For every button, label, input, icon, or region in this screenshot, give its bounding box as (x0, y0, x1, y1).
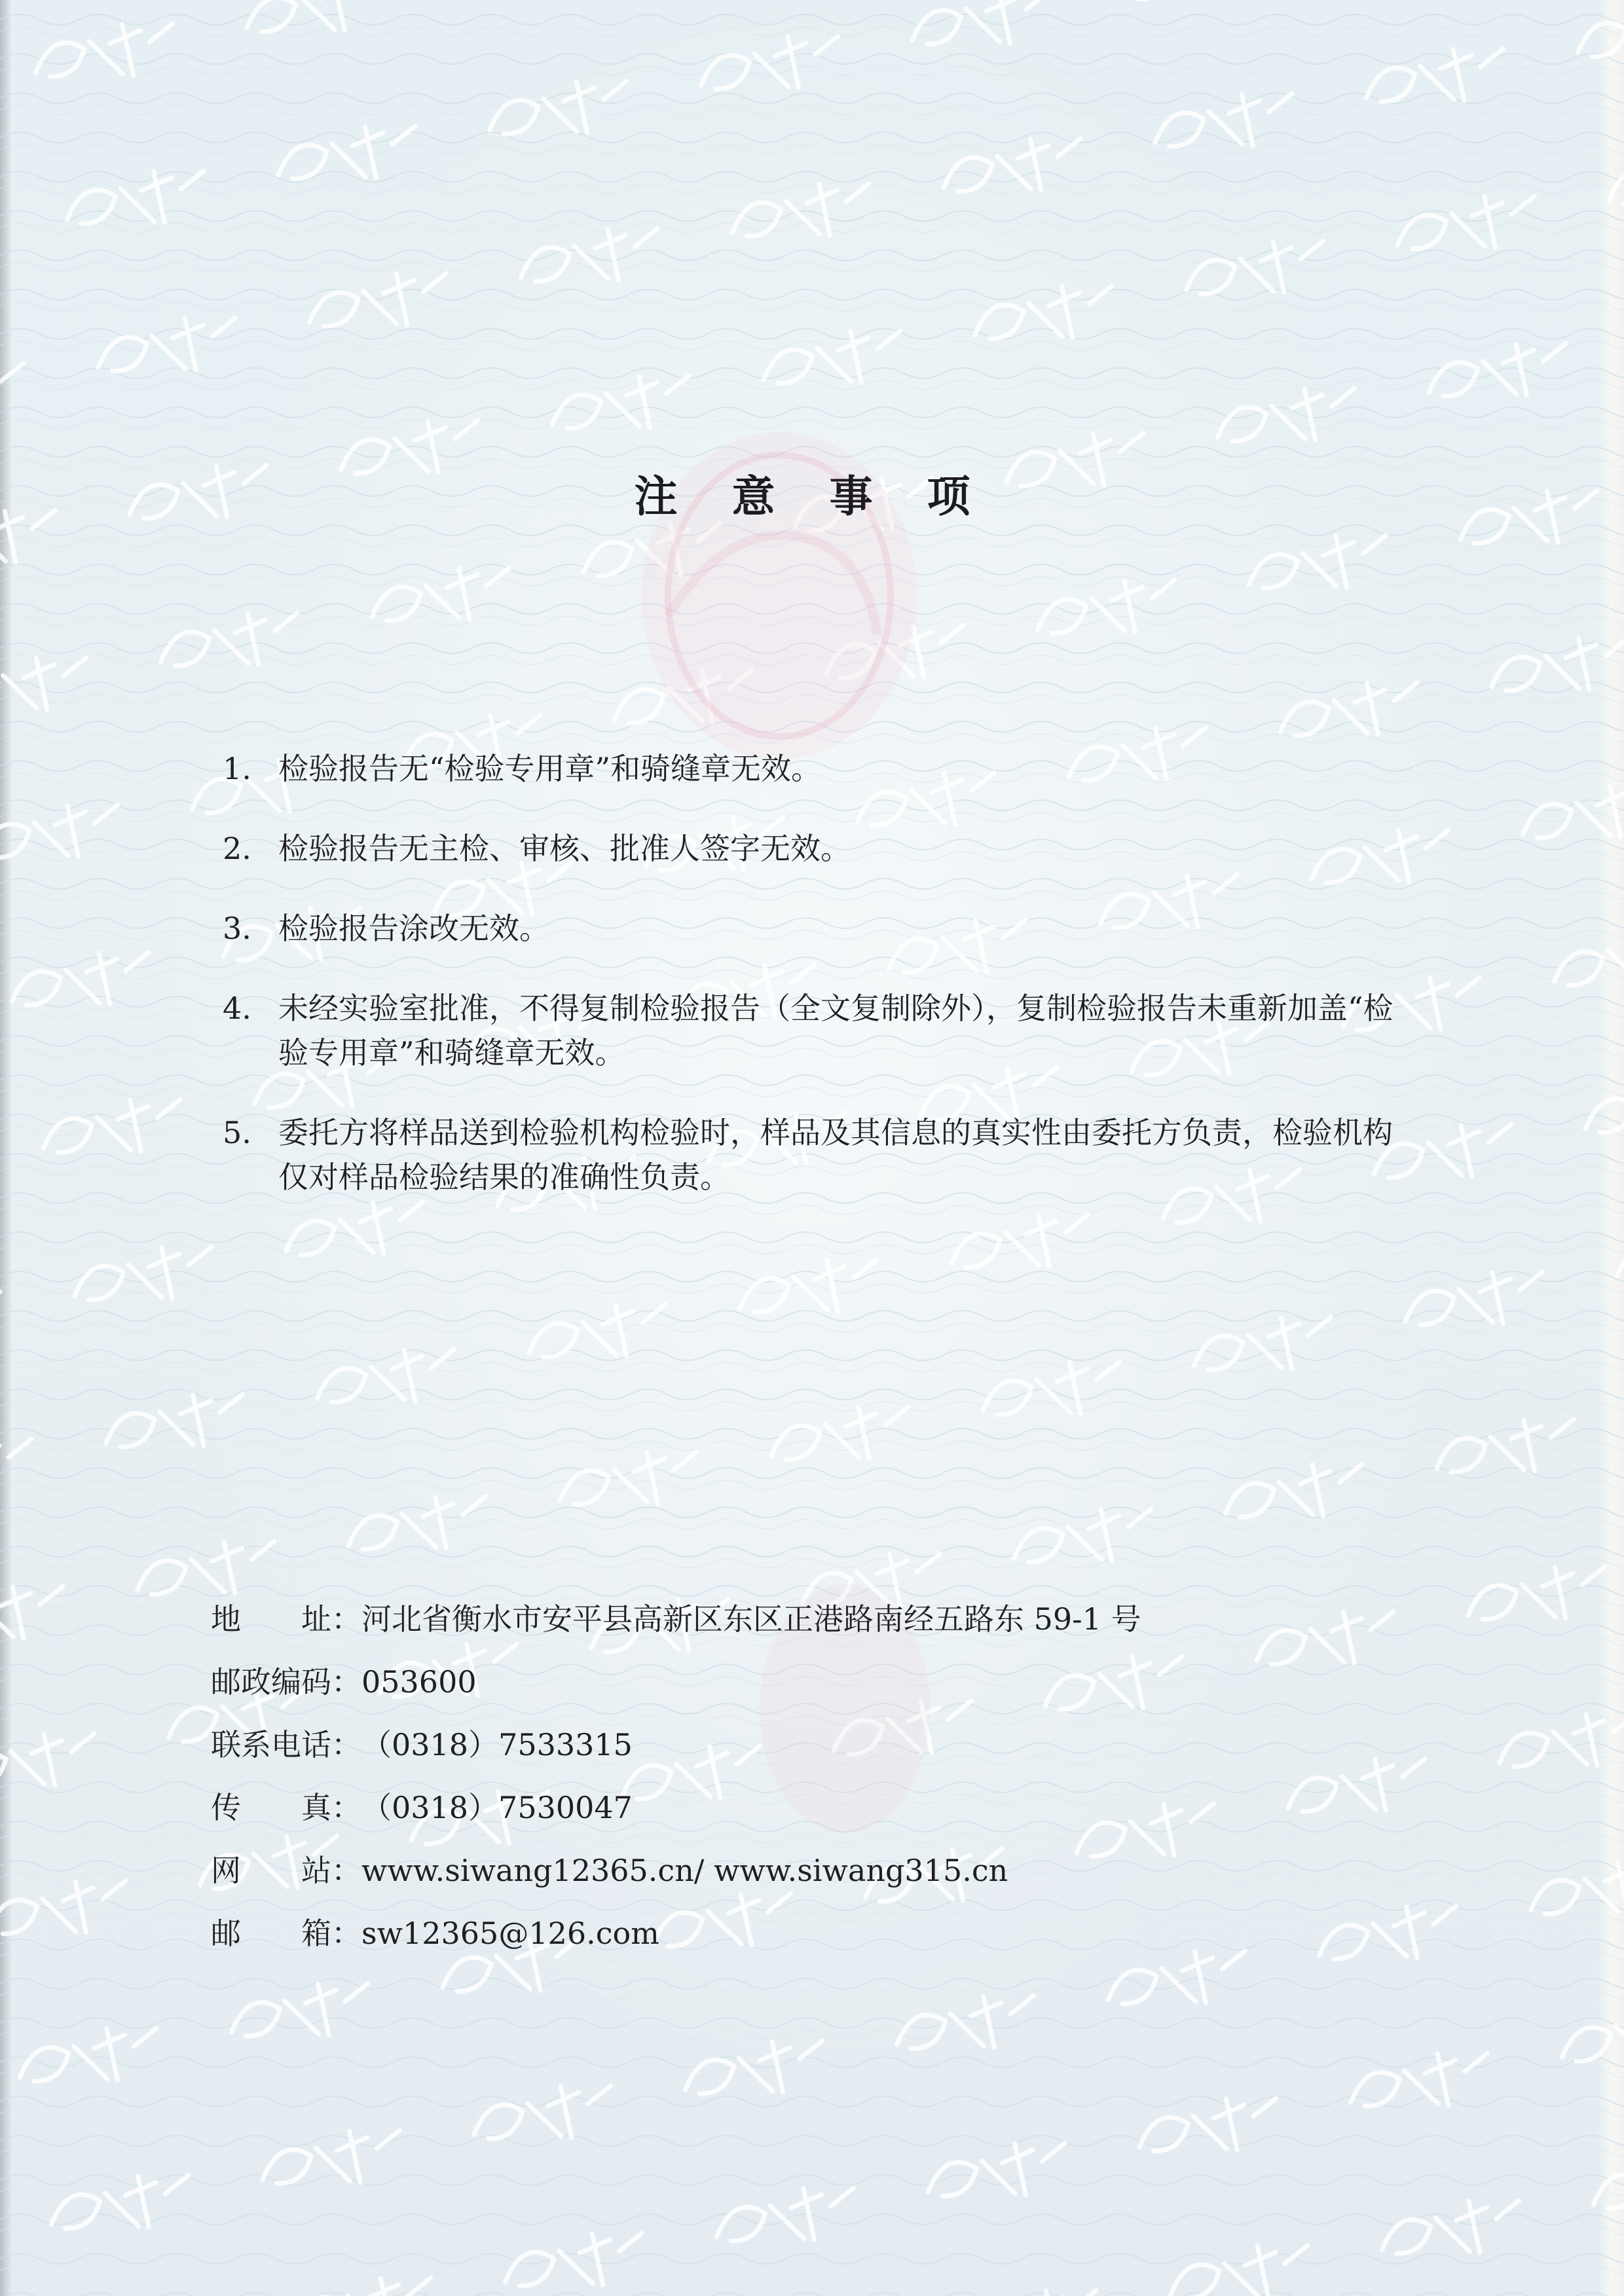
contact-info (211, 1588, 1324, 1965)
page-title: 注 意 事 项 (634, 471, 990, 522)
contact-email (211, 1902, 1324, 1965)
notice-item (223, 826, 1401, 871)
notice-item (223, 906, 1401, 951)
contact-label: 网 站： (211, 1853, 361, 1888)
notice-item (223, 1110, 1401, 1199)
website-value: www.siwang12365.cn/ www.siwang315.cn (361, 1853, 1008, 1888)
notice-number: 1. (223, 751, 251, 786)
contact-fax (211, 1776, 1324, 1839)
address-value: 河北省衡水市安平县高新区东区正港路南经五路东 59-1 号 (361, 1601, 1141, 1637)
email-value: sw12365@126.com (361, 1916, 659, 1951)
contact-label: 邮政编码： (211, 1664, 361, 1700)
notice-number: 4. (223, 991, 251, 1026)
postcode-value: 053600 (361, 1664, 477, 1700)
contact-label: 传 真： (211, 1790, 361, 1825)
contact-label: 地 址： (211, 1601, 361, 1637)
contact-postcode (211, 1650, 1324, 1713)
notice-text: 检验报告无“检验专用章”和骑缝章无效。 (278, 751, 822, 786)
notice-number: 2. (223, 831, 251, 866)
phone-value: （0318）7533315 (361, 1727, 633, 1762)
contact-website (211, 1839, 1324, 1902)
notice-text: 检验报告涂改无效。 (278, 911, 549, 946)
contact-label: 邮 箱： (211, 1916, 361, 1951)
notice-text: 检验报告无主检、审核、批准人签字无效。 (278, 831, 851, 866)
notice-item (223, 986, 1401, 1075)
notice-text: 委托方将样品送到检验机构检验时，样品及其信息的真实性由委托方负责，检验机构仅对样品检验结果的准确性负责。 (278, 1115, 1393, 1195)
notice-text: 未经实验室批准，不得复制检验报告（全文复制除外），复制检验报告未重新加盖“检验专用章”和骑缝章无效。 (278, 991, 1393, 1070)
fax-value: （0318）7530047 (361, 1790, 633, 1825)
contact-address (211, 1588, 1324, 1650)
contact-label: 联系电话： (211, 1727, 361, 1762)
notice-number: 3. (223, 911, 251, 946)
notice-item (223, 746, 1401, 791)
notice-number: 5. (223, 1115, 251, 1150)
contact-phone (211, 1713, 1324, 1776)
notice-list (223, 746, 1401, 1235)
